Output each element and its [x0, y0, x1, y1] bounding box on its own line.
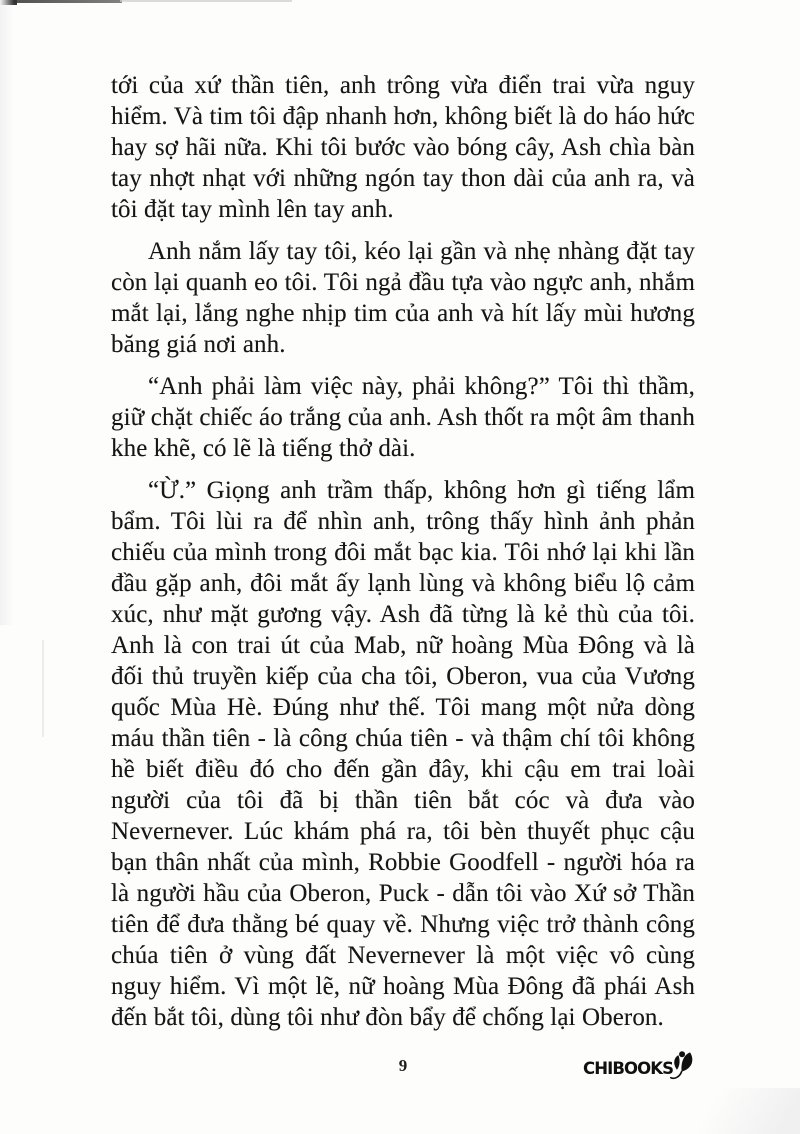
chibooks-flower-icon — [670, 1050, 696, 1080]
body-text — [111, 70, 695, 1044]
publisher-logo-text: CHIBOOKS — [583, 1058, 674, 1078]
scan-artifact-top-line-extension — [120, 0, 292, 2]
scan-artifact-bottom-right-shade — [650, 1088, 800, 1134]
body-paragraph: “Anh phải làm việc này, phải không?” Tôi thì thầm, giữ chặt chiếc áo trắng của anh. Ash thốt ra một âm thanh khe khẽ, có lẽ là tiếng thở dài. — [111, 373, 695, 462]
body-paragraph: Anh nắm lấy tay tôi, kéo lại gần và nhẹ nhàng đặt tay còn lại quanh eo tôi. Tôi ngả đầu tựa vào ngực anh, nhắm mắt lại, lắng nghe nhịp tim của anh và hít lấy mùi hương băng giá nơi anh. — [111, 238, 695, 358]
publisher-logo — [583, 1052, 696, 1080]
scan-artifact-left-shade — [0, 0, 14, 625]
scan-artifact-corner-blob — [0, 0, 17, 5]
body-paragraph: “Ừ.” Giọng anh trầm thấp, không hơn gì tiếng lẩm bẩm. Tôi lùi ra để nhìn anh, trông thấy hình ảnh phản chiếu của mình trong đôi mắt bạc kia. Tôi nhớ lại khi lần đầu gặp anh, đôi mắt ấy lạnh lùng và không biểu lộ cảm xúc, như mặt gương vậy. Ash đã từng là kẻ thù của tôi. Anh là con trai út của Mab, nữ hoàng Mùa Đông và là đối thủ truyền kiếp của cha tôi, Oberon, vua của Vương quốc Mùa Hè. Đúng như thế. Tôi mang một nửa dòng máu thần tiên - là công chúa tiên - và thậm chí tôi không hề biết điều đó cho đến gần đây, khi cậu em trai loài người của tôi đã bị thần tiên bắt cóc và đưa vào Nevernever. Lúc khám phá ra, tôi bèn thuyết phục cậu bạn thân nhất của mình, Robbie Goodfell - người hóa ra là người hầu của Oberon, Puck - dẫn tôi vào Xứ sở Thần tiên để đưa thằng bé quay về. Nhưng việc trở thành công chúa tiên ở vùng đất Nevernever là một việc vô cùng nguy hiểm. Vì một lẽ, nữ hoàng Mùa Đông đã phái Ash đến bắt tôi, dùng tôi như đòn bẩy để chống lại Oberon. — [111, 477, 695, 1031]
page-number: 9 — [398, 1056, 408, 1075]
body-paragraph: tới của xứ thần tiên, anh trông vừa điển trai vừa nguy hiểm. Và tim tôi đập nhanh hơn, không biết là do háo hức hay sợ hãi nữa. Khi tôi bước vào bóng cây, Ash chìa bàn tay nhợt nhạt với những ngón tay thon dài của anh ra, và tôi đặt tay mình lên tay anh. — [111, 72, 695, 223]
scan-artifact-top-line — [6, 0, 122, 3]
scan-artifact-crease-line — [42, 640, 44, 737]
